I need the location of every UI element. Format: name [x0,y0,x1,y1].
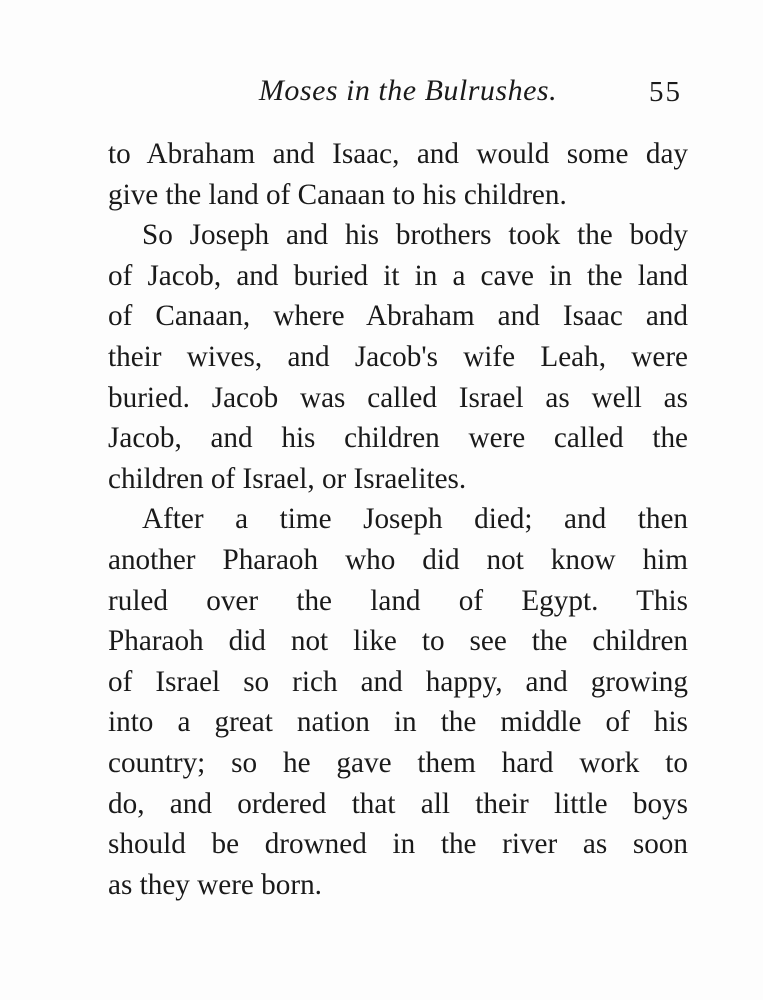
text-line: to Abraham and Isaac, and would some day [108,138,688,170]
body-text [108,134,688,905]
text-line: another Pharaoh who did not know him [108,543,688,576]
text-line: children of Israel, or Israelites. [108,462,467,495]
text-line: Pharaoh did not like to see the children [108,625,688,658]
text-line: do, and ordered that all their little boys [108,787,688,820]
text-line: into a great nation in the middle of his [108,706,688,739]
text-line: ruled over the land of Egypt. This [108,584,688,617]
text-line: give the land of Canaan to his children. [108,178,567,211]
page-number: 55 [649,76,682,108]
text-line: buried. Jacob was called Israel as well as [108,381,688,414]
text-line: should be drowned in the river as soon [108,828,688,861]
text-line: as they were born. [108,868,322,901]
paragraph-2 [108,215,688,499]
text-line: of Israel so rich and happy, and growing [108,665,688,698]
paragraph-3 [108,499,688,905]
text-line: So Joseph and his brothers took the body [142,219,688,252]
running-head [108,74,688,114]
text-line: country; so he gave them hard work to [108,746,688,779]
paragraph-1 [108,134,688,215]
text-line: Jacob, and his children were called the [108,422,688,455]
text-line: of Jacob, and buried it in a cave in the land [108,259,688,292]
text-line: After a time Joseph died; and then [142,503,688,536]
running-title: Moses in the Bulrushes. [258,74,558,107]
text-line: their wives, and Jacob's wife Leah, were [108,340,688,373]
text-line: of Canaan, where Abraham and Isaac and [108,300,688,333]
